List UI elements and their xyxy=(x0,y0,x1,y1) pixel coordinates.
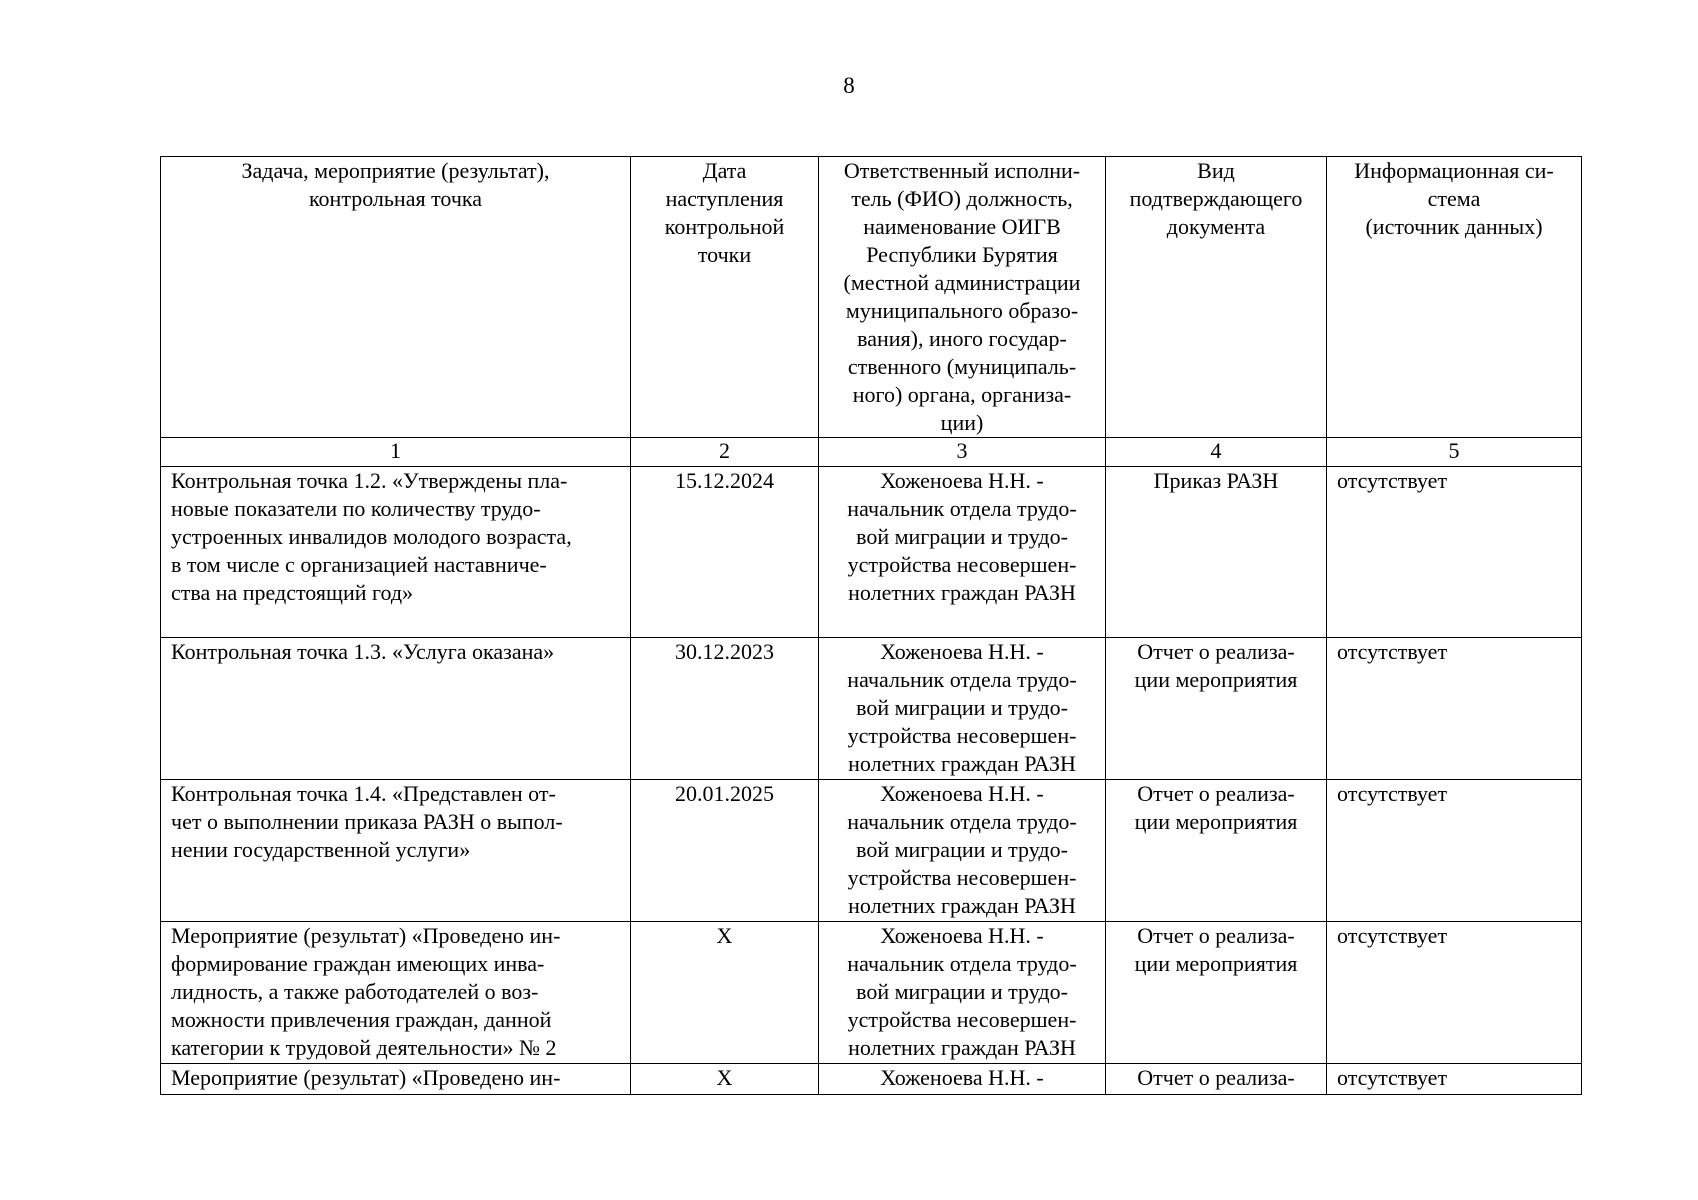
system-cell: отсутствует xyxy=(1327,1064,1582,1095)
header-responsible: Ответственный исполни- тель (ФИО) должность, наименование ОИГВ Республики Бурятия (местной администрации муниципального образо- вания), иного государ- ственного (муниципаль- ного) органа, организа- ции) xyxy=(819,157,1106,438)
date-cell: 30.12.2023 xyxy=(631,638,819,780)
system-cell: отсутствует xyxy=(1327,780,1582,922)
header-task: Задача, мероприятие (результат), контрольная точка xyxy=(161,157,631,438)
task-cell: Контрольная точка 1.4. «Представлен от- чет о выполнении приказа РАЗН о выпол- нении государственной услуги» xyxy=(161,780,631,922)
responsible-cell: Хоженоева Н.Н. - начальник отдела трудо- вой миграции и трудо- устройства несовершен- нолетних граждан РАЗН xyxy=(819,467,1106,638)
system-cell: отсутствует xyxy=(1327,922,1582,1064)
document-cell: Отчет о реализа- xyxy=(1106,1064,1327,1095)
responsible-cell: Хоженоева Н.Н. - начальник отдела трудо- вой миграции и трудо- устройства несовершен- нолетних граждан РАЗН xyxy=(819,780,1106,922)
system-cell: отсутствует xyxy=(1327,638,1582,780)
responsible-cell: Хоженоева Н.Н. - начальник отдела трудо- вой миграции и трудо- устройства несовершен- нолетних граждан РАЗН xyxy=(819,922,1106,1064)
column-number: 4 xyxy=(1106,438,1327,467)
table-row xyxy=(161,638,1582,780)
table-row xyxy=(161,467,1582,638)
date-cell: 15.12.2024 xyxy=(631,467,819,638)
responsible-cell: Хоженоева Н.Н. - начальник отдела трудо- вой миграции и трудо- устройства несовершен- нолетних граждан РАЗН xyxy=(819,638,1106,780)
column-number: 3 xyxy=(819,438,1106,467)
table-row xyxy=(161,922,1582,1064)
column-number: 2 xyxy=(631,438,819,467)
task-cell: Мероприятие (результат) «Проведено ин- xyxy=(161,1064,631,1095)
column-number-row xyxy=(161,438,1582,467)
date-cell: Х xyxy=(631,922,819,1064)
document-cell: Отчет о реализа- ции мероприятия xyxy=(1106,638,1327,780)
table-row xyxy=(161,1064,1582,1095)
column-number: 1 xyxy=(161,438,631,467)
responsible-cell: Хоженоева Н.Н. - xyxy=(819,1064,1106,1095)
header-document: Вид подтверждающего документа xyxy=(1106,157,1327,438)
task-cell: Мероприятие (результат) «Проведено ин- формирование граждан имеющих инва- лидность, а также работодателей о воз- можности привлечения граждан, данной категории к трудовой деятельности» № 2 xyxy=(161,922,631,1064)
task-cell: Контрольная точка 1.2. «Утверждены пла- новые показатели по количеству трудо- устроенных инвалидов молодого возраста, в том числе с организацией наставниче- ства на предстоящий год» xyxy=(161,467,631,638)
header-date: Дата наступления контрольной точки xyxy=(631,157,819,438)
table-header-row xyxy=(161,157,1582,438)
document-cell: Отчет о реализа- ции мероприятия xyxy=(1106,922,1327,1064)
header-system: Информационная си- стема (источник данных) xyxy=(1327,157,1582,438)
table-row xyxy=(161,780,1582,922)
task-cell: Контрольная точка 1.3. «Услуга оказана» xyxy=(161,638,631,780)
document-cell: Приказ РАЗН xyxy=(1106,467,1327,638)
document-cell: Отчет о реализа- ции мероприятия xyxy=(1106,780,1327,922)
page-number: 8 xyxy=(843,73,855,98)
system-cell: отсутствует xyxy=(1327,467,1582,638)
control-points-table xyxy=(160,156,1582,1095)
date-cell: 20.01.2025 xyxy=(631,780,819,922)
column-number: 5 xyxy=(1327,438,1582,467)
date-cell: Х xyxy=(631,1064,819,1095)
